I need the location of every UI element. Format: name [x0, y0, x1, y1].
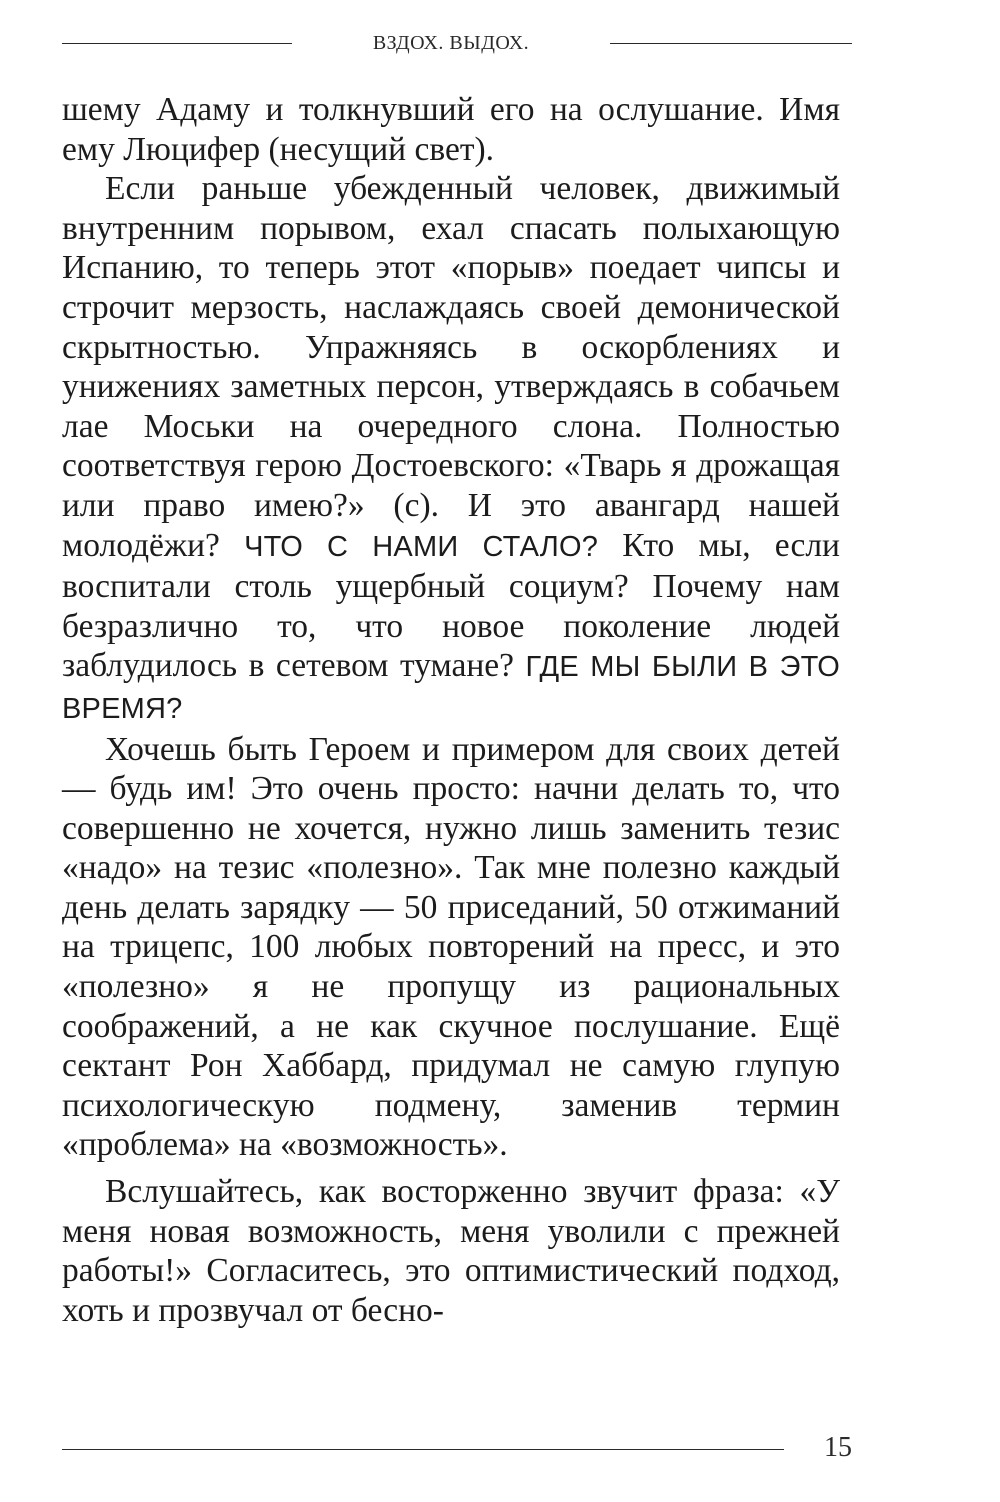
header-rule-right: [610, 43, 852, 44]
paragraph-continuation: [62, 90, 840, 169]
paragraph: [62, 730, 840, 1166]
header-rule-left: [62, 43, 292, 44]
running-title: ВЗДОХ. ВЫДОХ.: [372, 32, 530, 54]
paragraph: [62, 1172, 840, 1330]
running-header: [62, 26, 852, 66]
paragraph-text: Вслушайтесь, как восторженно звучит фраза: «У меня новая возможность, меня уволили с прежней работы!» Согласитесь, это оптимистический подход, хоть и прозвучал от бесно-: [62, 1173, 840, 1329]
paragraph-text: Если раньше убежденный человек, движимый внутренним порывом, ехал спасать полыхающую Испанию, то теперь этот «порыв» поедает чипсы и строчит мерзость, наслаждаясь своей демонической скрытностью. Упражняясь в оскорблениях и унижениях заметных персон, утверждаясь в собачьем лае Моськи на очередного слона. Полностью соответствуя герою Достоевского: «Тварь я дрожащая или право имею?» (с). И это авангард нашей молодёжи?: [62, 170, 840, 564]
paragraph-text: шему Адаму и толкнувший его на ослушание. Имя ему Люцифер (несущий свет).: [62, 91, 840, 168]
paragraph-text: Хочешь быть Героем и примером для своих детей — будь им! Это очень просто: начни делать то, что совершенно не хочется, нужно лишь заменить тезис «надо» на тезис «полезно». Так мне полезно каждый день делать зарядку — 50 приседаний, 50 отжиманий на трицепс, 100 любых повторений на пресс, и это «полезно» я не пропущу из рациональных соображений, а не как скучное послушание. Ещё сектант Рон Хаббард, придумал не самую глупую психологическую подмену, заменив термин «проблема» на «возможность».: [62, 730, 840, 1164]
emphasis-caps: ГДЕ МЫ БЫЛИ В ЭТО ВРЕМЯ?: [62, 651, 840, 725]
page-body: [62, 90, 840, 1330]
footer-rule: [62, 1449, 784, 1450]
emphasis-caps: ЧТО С НАМИ СТАЛО?: [244, 530, 599, 563]
page-number: 15: [824, 1432, 852, 1463]
page-footer: [62, 1428, 852, 1468]
paragraph-text: Кто мы, если воспитали столь ущербный социум? Почему нам безразлично то, что новое поколение людей заблудилось в сетевом тумане?: [62, 526, 840, 685]
paragraph: [62, 169, 840, 729]
